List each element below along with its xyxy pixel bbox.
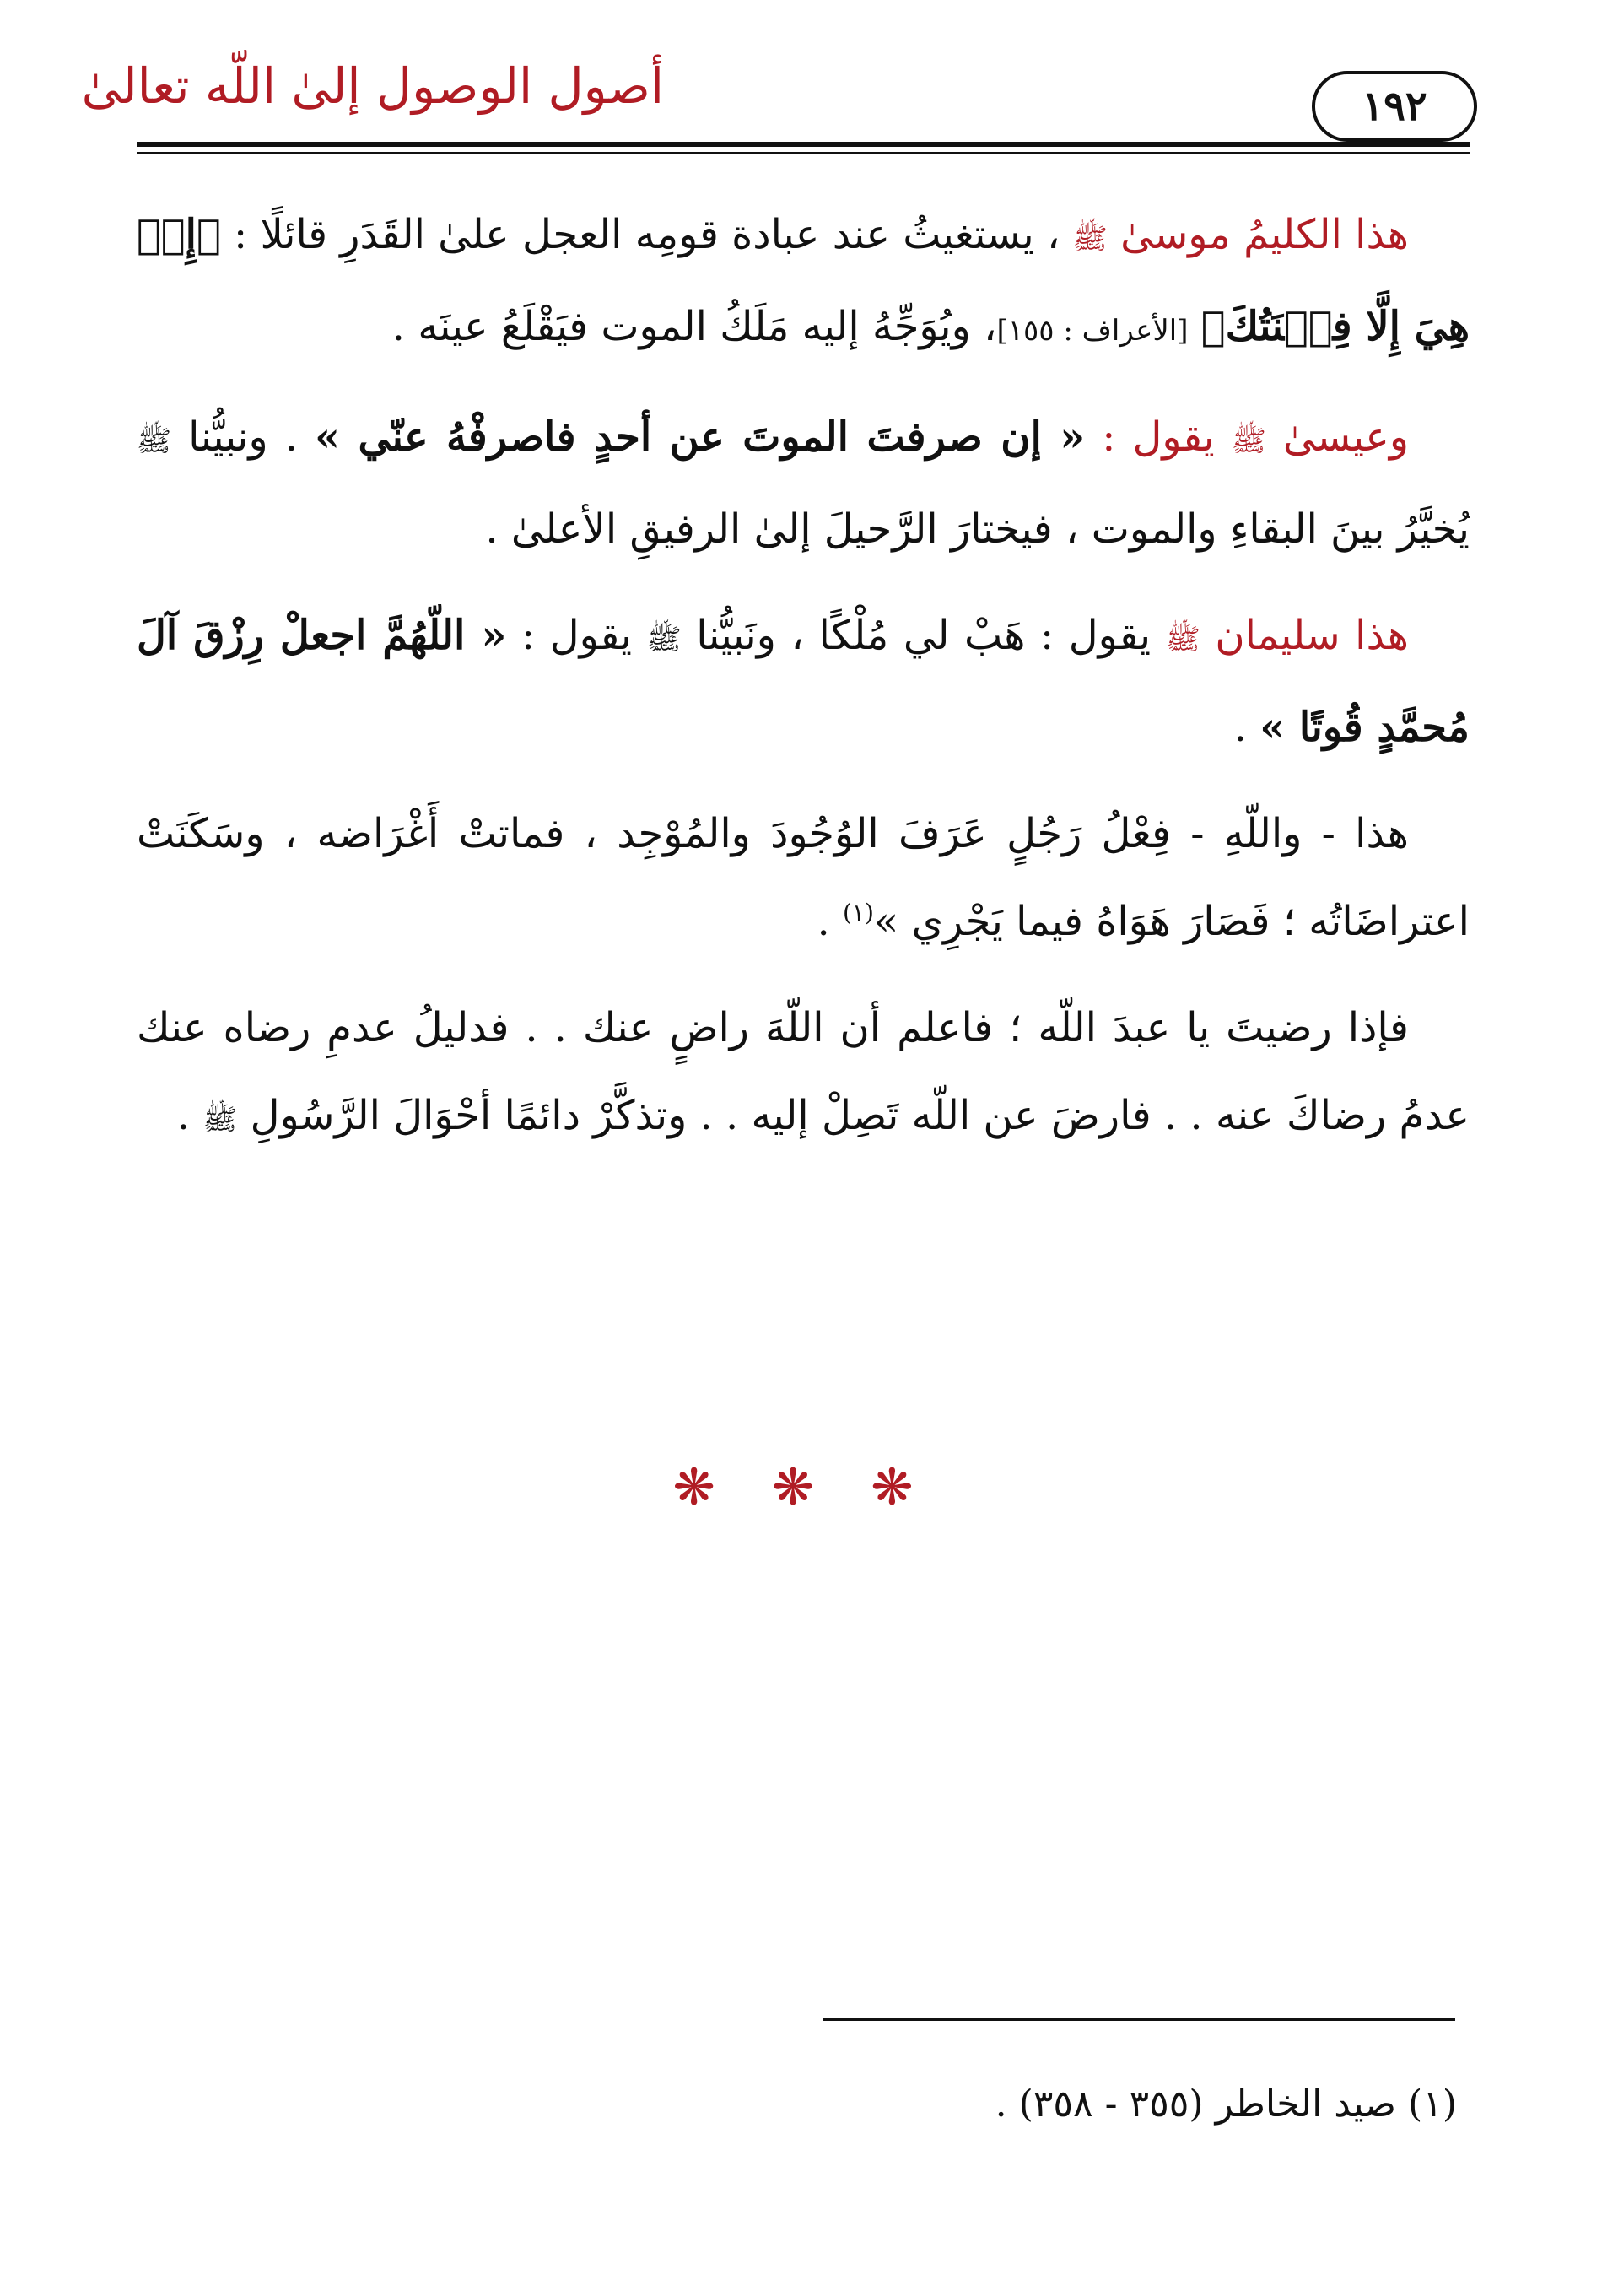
page-number-badge: ١٩٢	[1312, 71, 1477, 142]
header-rule-thin	[137, 152, 1470, 154]
footnote-separator	[823, 2018, 1455, 2021]
header-rule-thick	[137, 142, 1470, 147]
section-divider-asterisks: ❋ ❋ ❋	[672, 1458, 934, 1517]
paragraph-2	[137, 393, 1470, 573]
salutation-glyph: ﷺ	[1165, 623, 1200, 656]
paragraph-3	[137, 592, 1470, 771]
hadith-quote: « اللّهُمَّ اجعلْ رِزْقَ آلَ مُحمَّدٍ قُوتًا »	[137, 612, 1470, 751]
running-title: أصول الوصول إلىٰ اللّه تعالىٰ	[81, 57, 664, 115]
paragraph-text: ، ويُوَجِّهُ إليه مَلَكُ الموت فيَقْلَعُ عينَه .	[391, 303, 997, 350]
paragraph-text: فإذا رضيتَ يا عبدَ اللّه ؛ فاعلم أن اللّهَ راضٍ عنك . . فدليلُ عدمِ رضاه عنك عدمُ رضاكَ عنه . . فارضَ عن اللّه تَصِلْ إليه . . وتذكَّرْ دائمًا أحْوَالَ الرَّسُولِ	[137, 1004, 1470, 1139]
paragraph-1	[137, 191, 1470, 375]
paragraph-text: .	[176, 1092, 191, 1139]
salutation-glyph: ﷺ	[1231, 424, 1266, 458]
paragraph-4	[137, 790, 1470, 965]
footnote-1: (١) صيد الخاطر (٣٥٥ - ٣٥٨) .	[995, 2083, 1457, 2126]
paragraph-lead: وعيسىٰ	[1282, 413, 1410, 461]
paragraph-text: ، يستغيثُ عند عبادة قومِه العجل علىٰ القَدَرِ قائلًا :	[220, 211, 1060, 258]
paragraph-text: . ونبيُّنا	[188, 413, 298, 461]
salutation-glyph: ﷺ	[202, 1103, 238, 1137]
paragraph-lead-verb: يقول :	[1102, 413, 1215, 461]
salutation-glyph: ﷺ	[646, 623, 682, 656]
salutation-glyph: ﷺ	[137, 424, 172, 458]
paragraph-5	[137, 984, 1470, 1164]
salutation-glyph: ﷺ	[1072, 222, 1108, 256]
paragraph-text: يقول :	[521, 612, 633, 659]
main-text	[137, 191, 1470, 1182]
paragraph-lead: هذا الكليمُ موسىٰ	[1120, 211, 1409, 258]
hadith-quote: « إن صرفتَ الموتَ عن أحدٍ فاصرفْهُ عنّي »	[315, 413, 1086, 461]
paragraph-text: يقول : هَبْ لي مُلْكًا ، ونَبيُّنا	[696, 612, 1152, 659]
paragraph-lead: هذا سليمان	[1215, 612, 1409, 659]
quran-reference: [الأعراف : ١٥٥]	[996, 314, 1189, 348]
footnote-reference[interactable]: (١)	[842, 899, 874, 927]
quran-verse: ﴿إِنۡ هِيَ إِلَّا فِتۡنَتُكَ﴾	[137, 211, 1470, 350]
paragraph-text: يُخيَّرُ بينَ البقاءِ والموت ، فيختارَ الرَّحيلَ إلىٰ الرفيقِ الأعلىٰ .	[485, 505, 1470, 553]
paragraph-text: هذا - واللّهِ - فِعْلُ رَجُلٍ عَرَفَ الوُجُودَ والمُوْجِد ، فماتتْ أَغْرَاضه ، وسَكَنَتْ اعتراضَاتُه ؛ فَصَارَ هَوَاهُ فيما يَجْرِي »	[137, 810, 1470, 945]
paragraph-text: .	[817, 898, 830, 945]
paragraph-text: .	[1233, 704, 1247, 751]
